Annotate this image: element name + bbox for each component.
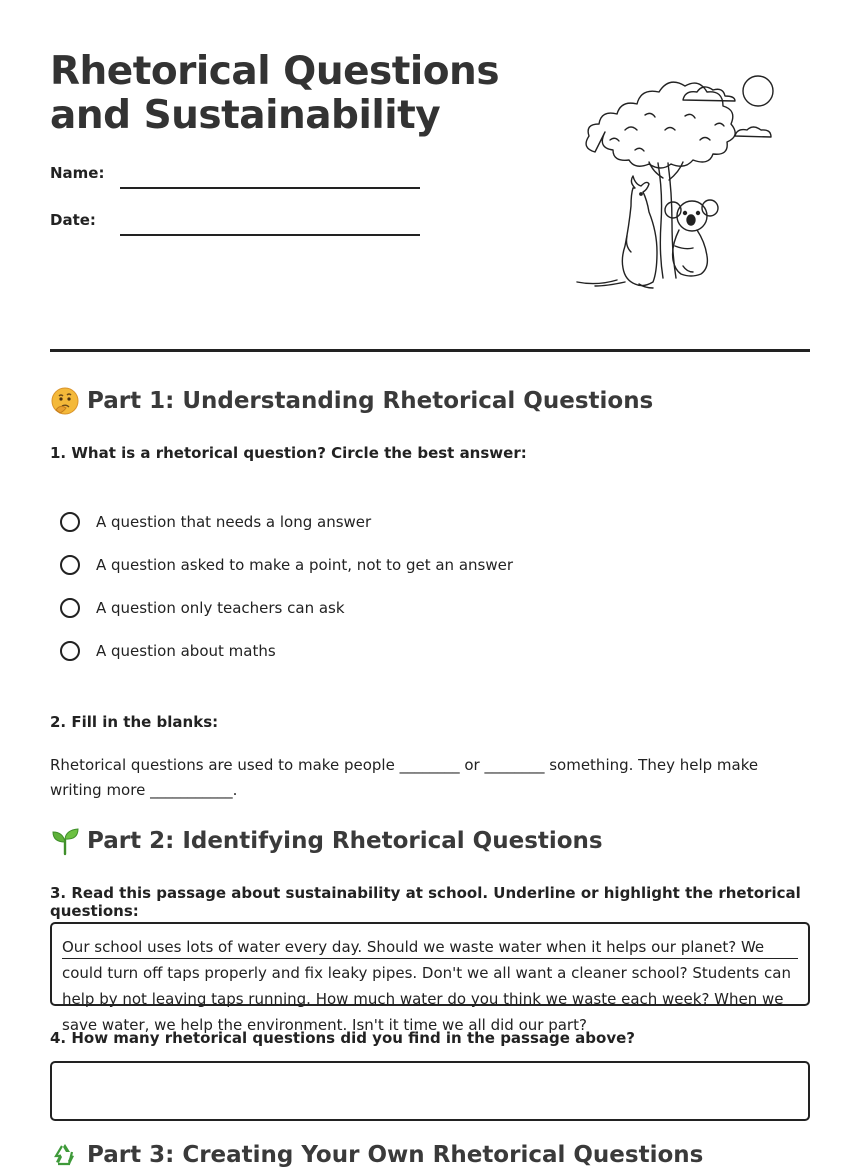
- name-label: Name:: [50, 164, 105, 182]
- question-4: 4. How many rhetorical questions did you find in the passage above?: [50, 1029, 635, 1047]
- question-1: 1. What is a rhetorical question? Circle the best answer:: [50, 444, 527, 462]
- part2-heading: [50, 826, 603, 856]
- date-label: Date:: [50, 211, 96, 229]
- date-line[interactable]: [120, 234, 420, 236]
- recycle-icon: [50, 1140, 80, 1170]
- option-label: A question about maths: [96, 642, 276, 660]
- option-label: A question that needs a long answer: [96, 513, 372, 531]
- sustainability-passage[interactable]: Our school uses lots of water every day. Should we waste water when it helps our planet? We could turn off taps properly and fix leaky pipes. Don't we all want a cleaner school? Students can help by not leaving taps running. How much water do you think we waste each week? When we save water, we help the environment. Isn't it time we all did our part?: [62, 938, 791, 1034]
- part3-heading-text: Part 3: Creating Your Own Rhetorical Questions: [87, 1142, 704, 1168]
- option-3[interactable]: [60, 598, 345, 618]
- answer-input-box[interactable]: [50, 1061, 810, 1121]
- part1-heading: [50, 386, 653, 416]
- worksheet-title: [50, 50, 499, 138]
- part1-heading-text: Part 1: Understanding Rhetorical Questions: [87, 388, 654, 414]
- option-label: A question asked to make a point, not to get an answer: [96, 556, 514, 574]
- part2-heading-text: Part 2: Identifying Rhetorical Questions: [87, 828, 603, 854]
- title-line-2: and Sustainability: [50, 93, 441, 138]
- radio-circle[interactable]: [60, 512, 80, 532]
- question-3: 3. Read this passage about sustainability at school. Underline or highlight the rhetorical questions:: [50, 884, 801, 920]
- header-divider: [50, 349, 810, 352]
- radio-circle[interactable]: [60, 641, 80, 661]
- name-line[interactable]: [120, 187, 420, 189]
- option-2[interactable]: [60, 555, 513, 575]
- seedling-icon: [50, 826, 80, 856]
- radio-circle[interactable]: [60, 598, 80, 618]
- thinking-face-icon: [50, 386, 80, 416]
- tree-kangaroo-koala-icon: [565, 70, 780, 295]
- title-line-1: Rhetorical Questions: [50, 49, 500, 94]
- option-1[interactable]: [60, 512, 371, 532]
- fill-in-blanks-text: Rhetorical questions are used to make people ________ or ________ something. They help make writing more ___________.: [50, 756, 759, 799]
- option-4[interactable]: [60, 641, 276, 661]
- option-label: A question only teachers can ask: [96, 599, 345, 617]
- question-2: 2. Fill in the blanks:: [50, 713, 219, 731]
- radio-circle[interactable]: [60, 555, 80, 575]
- part3-heading: [50, 1140, 703, 1170]
